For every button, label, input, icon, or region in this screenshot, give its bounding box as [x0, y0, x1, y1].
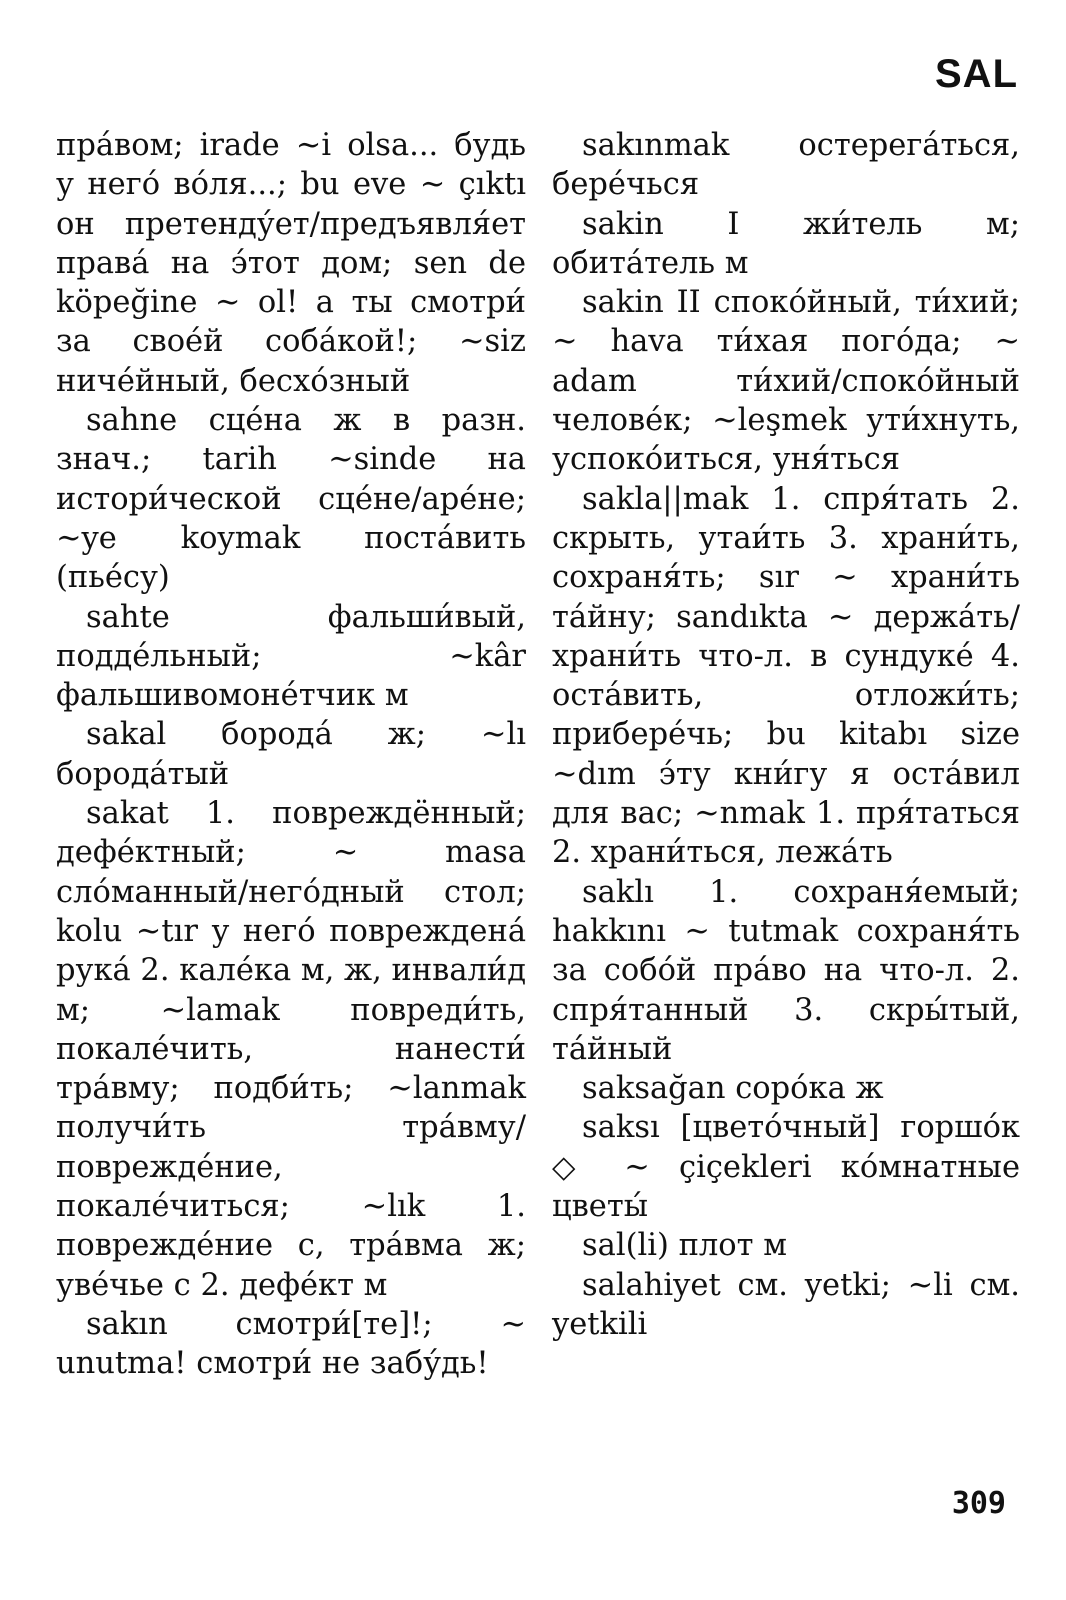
entry-sakat: sakat 1. повреждённый; дефе́ктный; ~ masa сло́манный/него́дный стол; kolu ~tır у него́ повреждена́ рука́ 2. кале́ка м, ж, инвали́д м; ~lamak повреди́ть, покале́чить, нанести́ тра́вму; подби́ть; ~lanmak получи́ть тра́вму/поврежде́ние, покале́читься; ~lık 1. поврежде́ние с, тра́вма ж; уве́чье с 2. дефе́кт м [56, 796, 526, 1303]
entry-sakli: saklı 1. сохраня́емый; hakkını ~ tutmak сохраня́ть за собо́й пра́во на что-л. 2. спря́танный 3. скры́тый, та́йный [552, 874, 1020, 1067]
running-head: SAL [935, 52, 1018, 96]
entry-saksagan: saksağan соро́ка ж [582, 1071, 884, 1107]
entry-salahiyet: salahiyet см. yetki; ~li см. yetkili [552, 1267, 1020, 1342]
entry-sakin-2: sakin II споко́йный, ти́хий; ~ hava ти́хая пого́да; ~ adam ти́хий/споко́йный челове́к; ~leşmek ути́хнуть, успоко́иться, уня́ться [552, 285, 1020, 478]
entry-sakinmak: sakınmak остерега́ться, бере́чься [552, 128, 1020, 203]
entry-sakin-imperative: sakın смотри́[те]!; ~ unutma! смотри́ не забу́дь! [56, 1306, 526, 1382]
entry-saksi: saksı [цвето́чный] горшо́к ◇ ~ çiçekleri ко́мнатные цветы́ [552, 1110, 1020, 1225]
entry-sahne: sahne сце́на ж в разн. знач.; tarih ~sinde на истори́ческой сце́не/аре́не; ~ye koymak поста́вить (пье́су) [56, 403, 526, 596]
entry-continuation: пра́вом; irade ~i olsa... будь у него́ во́ля...; bu eve ~ çıktı он претенду́ет/предъявля́ет права́ на э́тот дом; sen de köpeğine ~ ol! а ты смотри́ за свое́й соба́кой!; ~siz ниче́йный, бесхо́зный [56, 128, 526, 399]
entry-saklamak: sakla||mak 1. спря́тать 2. скрыть, утаи́ть 3. храни́ть, сохраня́ть; sır ~ храни́ть та́йну; sandıkta ~ держа́ть/храни́ть что-л. в сундуке́ 4. оста́вить, отложи́ть; прибере́чь; bu kitabı size ~dım э́ту кни́гу я оста́вил для вас; ~nmak 1. пря́таться 2. храни́ться, лежа́ть [552, 481, 1020, 871]
page-number: 309 [951, 1486, 1006, 1521]
right-column [552, 126, 1020, 1344]
entry-sahte: sahte фальши́вый, подде́льный; ~kâr фальшивомоне́тчик м [56, 599, 526, 714]
entry-sakal: sakal борода́ ж; ~lı борода́тый [56, 717, 526, 792]
entry-sakin-1: sakin I жи́тель м; обита́тель м [552, 206, 1020, 281]
left-column [56, 126, 526, 1384]
entry-sal: sal(li) плот м [582, 1228, 787, 1264]
